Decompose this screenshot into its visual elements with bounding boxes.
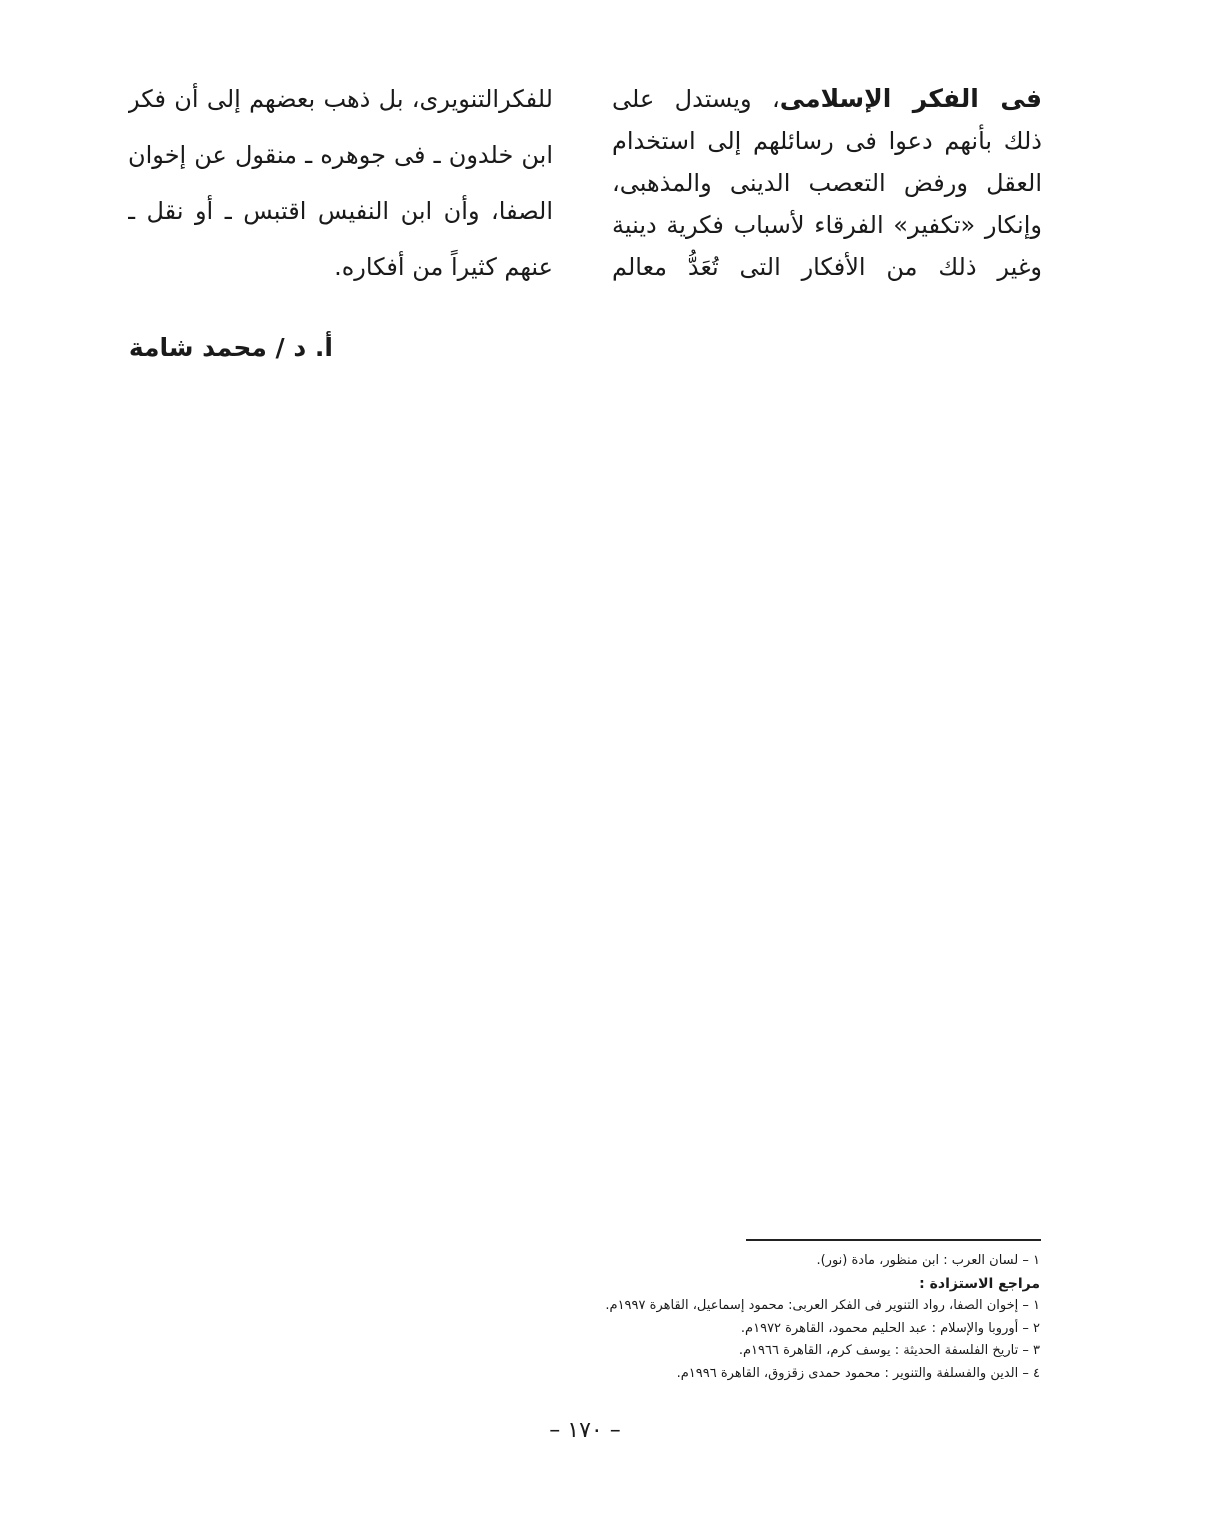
footnote-divider [746,1239,1041,1241]
author-signature: أ. د / محمد شامة [128,333,333,362]
text-line: وإنكار «تكفير» الفرقاء لأسباب فكرية دينية [612,211,1042,239]
right-text-column [612,78,1042,288]
reference-item: ٢ – أوروبا والإسلام : عبد الحليم محمود، القاهرة ١٩٧٢م. [740,1320,1040,1336]
footnote: ١ – لسان العرب : ابن منظور، مادة (نور). [816,1253,1040,1268]
reference-item: ١ – إخوان الصفا، رواد التنوير فى الفكر العربى: محمود إسماعيل، القاهرة ١٩٩٧م. [605,1298,1040,1313]
text-line: العقل ورفض التعصب الدينى والمذهبى، [612,169,1042,197]
page-number: – ١٧٠ – [549,1418,621,1443]
text-line: ذلك بأنهم دعوا فى رسائلهم إلى استخدام [612,127,1042,155]
text-line: الصفا، وأن ابن النفيس اقتبس ـ أو نقل ـ [128,197,553,225]
text-line: للفكرالتنويرى، بل ذهب بعضهم إلى أن فكر [128,85,553,113]
text-line: وغير ذلك من الأفكار التى تُعَدُّ معالم [612,253,1042,281]
reference-item: ٤ – الدين والفسلفة والتنوير : محمود حمدى زقزوق، القاهرة ١٩٩٦م. [676,1365,1040,1381]
text-line: عنهم كثيراً من أفكاره. [334,253,553,281]
text-fragment: ، ويستدل على [612,85,780,113]
bold-phrase: فى الفكر الإسلامى [779,84,1042,113]
reference-item: ٣ – تاريخ الفلسفة الحديثة : يوسف كرم، القاهرة ١٩٦٦م. [738,1343,1040,1358]
left-text-column [128,78,553,302]
footnotes-section [500,1250,1040,1385]
text-line [612,78,1042,120]
text-line: ابن خلدون ـ فى جوهره ـ منقول عن إخوان [128,141,553,169]
references-heading: مراجع الاستزادة : [919,1275,1040,1292]
